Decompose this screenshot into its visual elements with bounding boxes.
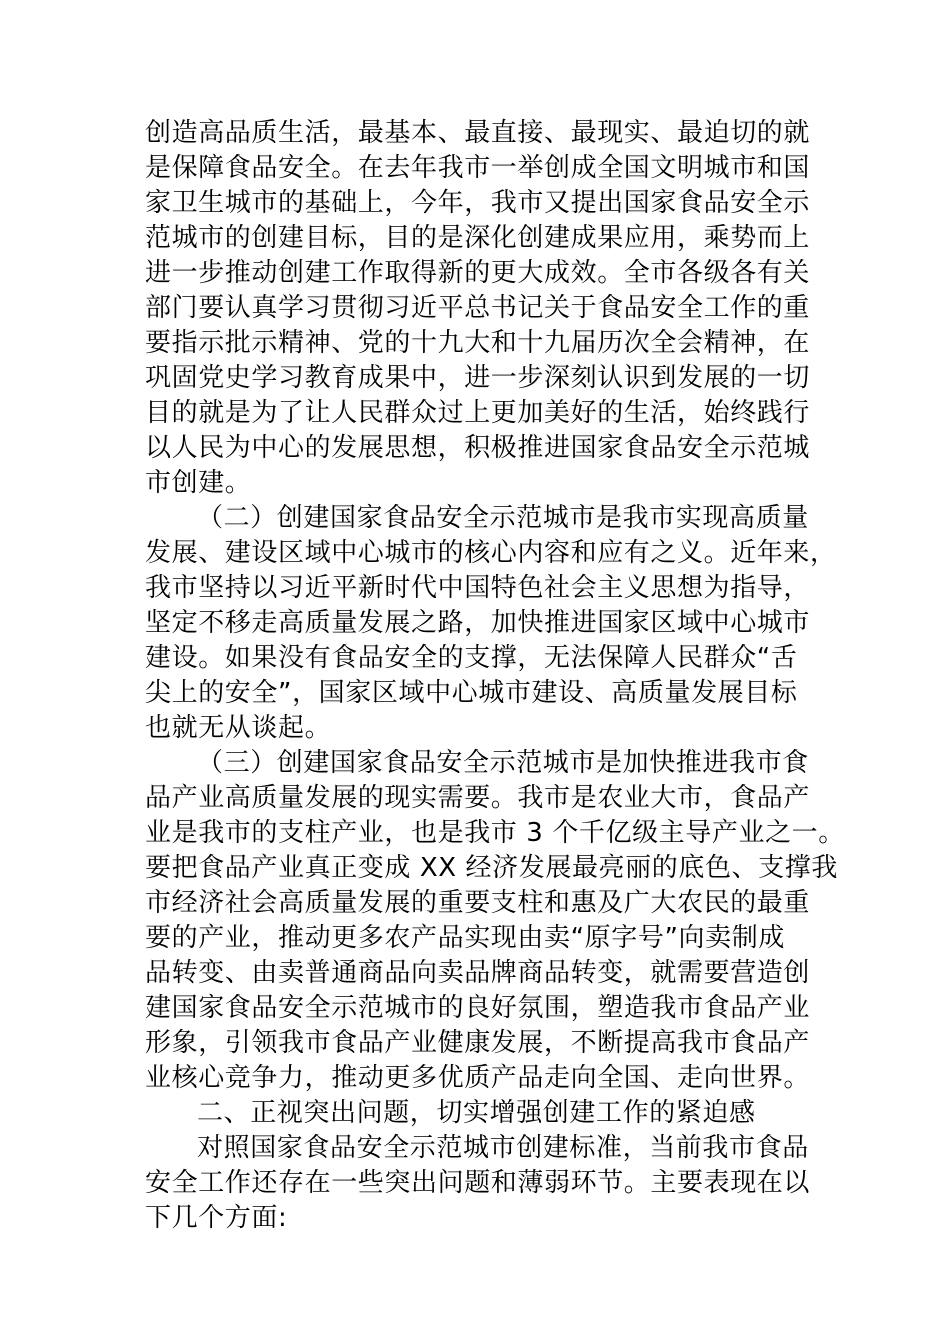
text-line: 市经济社会高质量发展的重要支柱和惠及广大农民的最重 [145,888,811,918]
text-line: 要把食品产业真正变成 XX 经济发展最亮丽的底色、支撑我 [145,853,838,883]
text-line: 部门要认真学习贯彻习近平总书记关于食品安全工作的重 [145,293,811,323]
text-line: 建国家食品安全示范城市的良好氛围，塑造我市食品产业 [145,993,811,1023]
text-line: 业是我市的支柱产业，也是我市 3 个千亿级主导产业之一。 [145,818,845,848]
text-line: 业核心竞争力，推动更多优质产品走向全国、走向世界。 [145,1063,811,1093]
text-line: 也就无从谈起。 [145,713,332,743]
text-line: 家卫生城市的基础上，今年，我市又提出国家食品安全示 [145,188,811,218]
text-line: 进一步推动创建工作取得新的更大成效。全市各级各有关 [145,258,811,288]
text-line: 发展、建设区域中心城市的核心内容和应有之义。近年来， [145,538,837,568]
text-line: 巩固党史学习教育成果中，进一步深刻认识到发展的一切 [145,363,811,393]
text-line: 形象，引领我市食品产业健康发展，不断提高我市食品产 [145,1028,811,1058]
text-line: 尖上的安全”，国家区域中心城市建设、高质量发展目标 [145,678,798,708]
section-heading: （三）创建国家食品安全示范城市是加快推进我市食 [197,748,809,778]
text-line: 以人民为中心的发展思想，积极推进国家食品安全示范城 [145,433,811,463]
text-line: 创造高品质生活，最基本、最直接、最现实、最迫切的就 [145,118,811,148]
text-line: 建设。如果没有食品安全的支撑，无法保障人民群众“舌 [145,643,798,673]
text-line: 安全工作还存在一些突出问题和薄弱环节。主要表现在以 [145,1168,811,1198]
text-line: 市创建。 [145,468,252,498]
text-line: 坚定不移走高质量发展之路，加快推进国家区域中心城市 [145,608,811,638]
body-text [145,116,845,1236]
text-line: 下几个方面: [145,1203,288,1233]
text-line: 我市坚持以习近平新时代中国特色社会主义思想为指导， [145,573,811,603]
text-line: 目的就是为了让人民群众过上更加美好的生活，始终践行 [145,398,811,428]
text-line: 是保障食品安全。在去年我市一举创成全国文明城市和国 [145,153,811,183]
section-heading: 二、正视突出问题，切实增强创建工作的紧迫感 [197,1098,756,1128]
section-heading: （二）创建国家食品安全示范城市是我市实现高质量 [197,503,809,533]
text-line: 品转变、由卖普通商品向卖品牌商品转变，就需要营造创 [145,958,811,988]
text-line: 品产业高质量发展的现实需要。我市是农业大市，食品产 [145,783,811,813]
text-line: 对照国家食品安全示范城市创建标准，当前我市食品 [197,1133,809,1163]
text-line: 范城市的创建目标，目的是深化创建成果应用，乘势而上 [145,223,811,253]
text-line: 要的产业，推动更多农产品实现由卖“原字号”向卖制成 [145,923,785,953]
text-line: 要指示批示精神、党的十九大和十九届历次全会精神，在 [145,328,811,358]
